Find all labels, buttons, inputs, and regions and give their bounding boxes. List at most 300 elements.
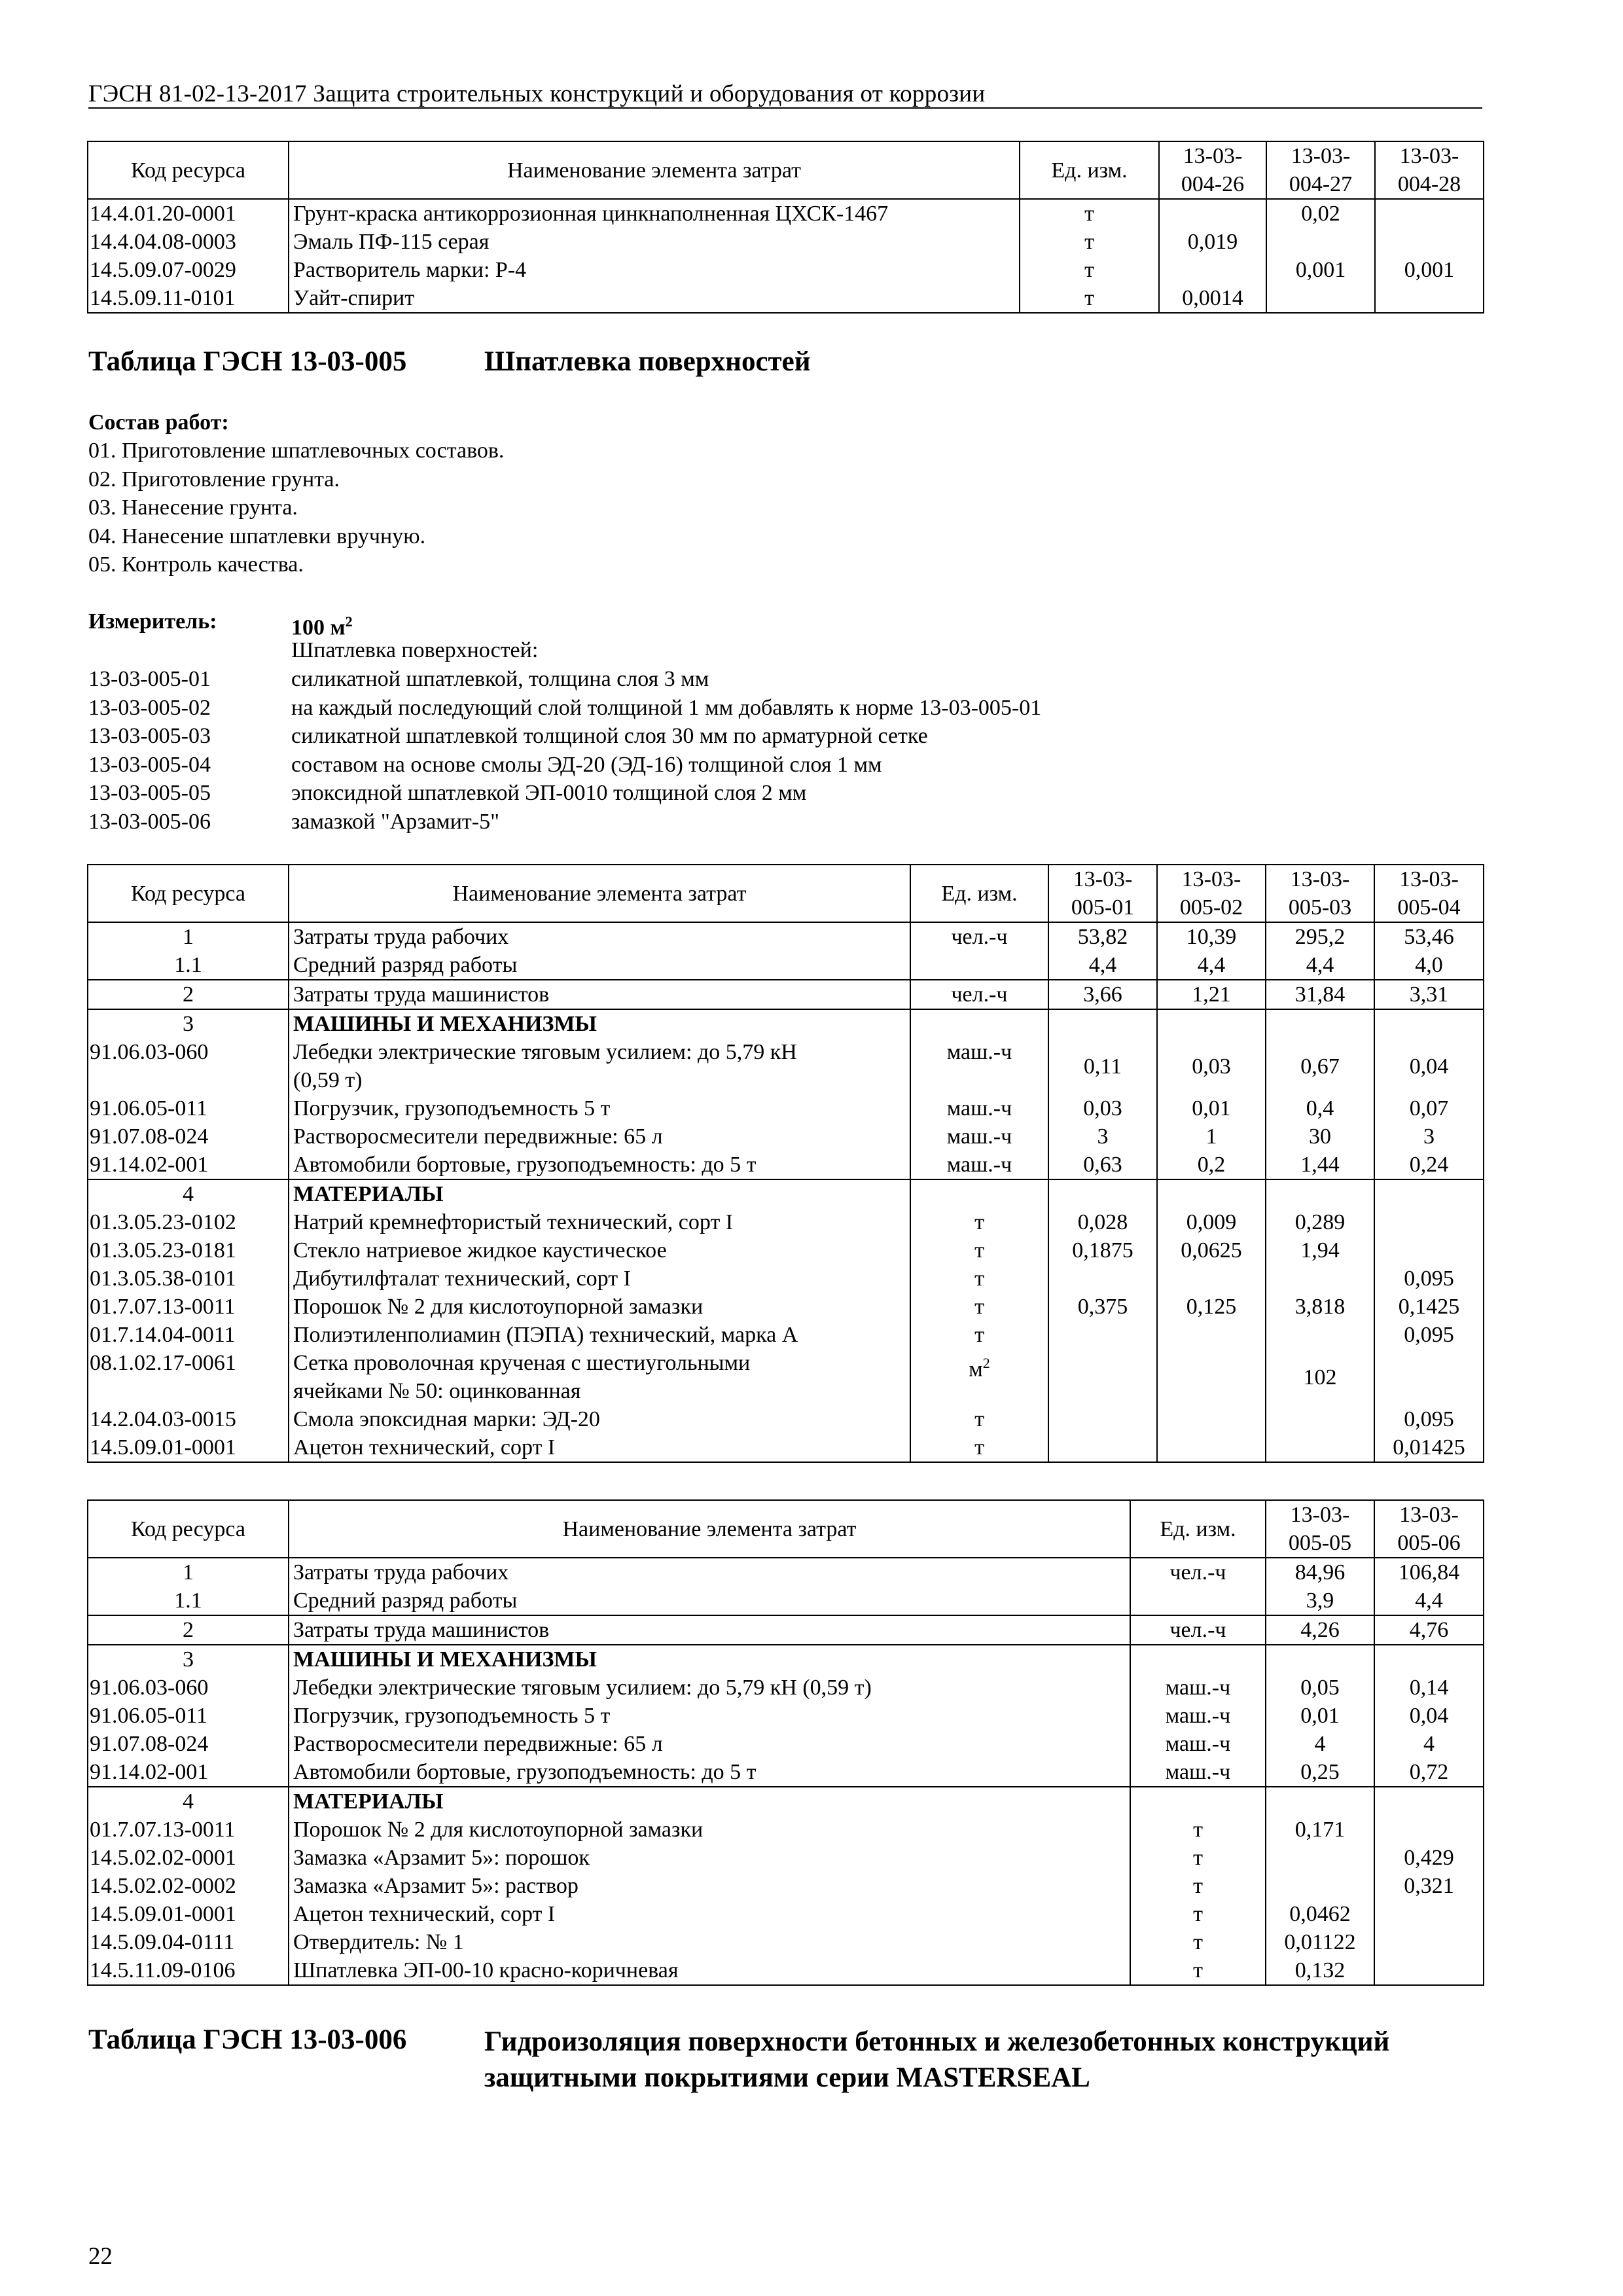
section-title: [484, 2024, 1389, 2096]
table-row: [88, 1730, 1484, 1758]
table-row: [88, 1321, 1484, 1349]
col-header-norm: 13-03- 004-28: [1375, 141, 1484, 199]
cell-name: [289, 1758, 1130, 1787]
cell-value: [1374, 1645, 1484, 1674]
cell-value: 0,14: [1374, 1674, 1484, 1702]
cell-name: [289, 1349, 910, 1405]
cell-unit: [910, 951, 1048, 980]
cell-value: 0,07: [1374, 1094, 1484, 1122]
works-item: 03. Нанесение грунта.: [88, 495, 298, 520]
cell-code: 01.7.07.13-0011: [88, 1816, 289, 1844]
cell-name: [289, 1928, 1130, 1956]
cell-value: 3,9: [1266, 1587, 1374, 1615]
cell-value: [1375, 284, 1484, 313]
col-header-norm: 13-03- 005-04: [1374, 865, 1484, 922]
cell-value: [1159, 256, 1266, 284]
cell-name-text: Лебедки электрические тяговым усилием: до 5,79 кН (0,59 т): [293, 1676, 872, 1700]
cell-name-text: Лебедки электрические тяговым усилием: до 5,79 кН: [293, 1040, 797, 1064]
table-row: [88, 1433, 1484, 1462]
works-item: 02. Приготовление грунта.: [88, 467, 340, 492]
cell-name-text: Натрий кремнефтористый технический, сорт I: [293, 1210, 734, 1234]
cell-code: 4: [88, 1787, 289, 1816]
table-row: [88, 1122, 1484, 1151]
cell-code: 08.1.02.17-0061: [88, 1349, 289, 1405]
col-header-code: Код ресурса: [88, 865, 289, 922]
table-row: [88, 951, 1484, 980]
cell-code: 14.2.04.03-0015: [88, 1405, 289, 1433]
cell-code: 91.06.05-011: [88, 1094, 289, 1122]
cell-unit: [1130, 1730, 1266, 1758]
cell-value: [1266, 1009, 1374, 1038]
cell-name-text: МАШИНЫ И МЕХАНИЗМЫ: [293, 1012, 597, 1036]
cell-value: 30: [1266, 1122, 1374, 1151]
cell-name-text: Автомобили бортовые, грузоподъемность: до 5 т: [293, 1153, 757, 1177]
cell-value: [1157, 1349, 1266, 1405]
cell-unit-text: т: [974, 1210, 984, 1234]
cell-value: 0,05: [1266, 1674, 1374, 1702]
cell-code: 1.1: [88, 951, 289, 980]
cell-name-text: Затраты труда рабочих: [293, 1560, 509, 1585]
col-header-norm: 13-03- 005-03: [1266, 865, 1374, 922]
cell-value: 0,289: [1266, 1208, 1374, 1236]
cell-value: 3: [1374, 1122, 1484, 1151]
cell-name: [289, 1009, 910, 1038]
cell-value: 4: [1374, 1730, 1484, 1758]
cell-name-text: Дибутилфталат технический, сорт I: [293, 1266, 631, 1291]
cell-unit: [1130, 1587, 1266, 1615]
cell-value: [1266, 284, 1375, 313]
cell-code: 14.5.09.01-0001: [88, 1900, 289, 1928]
section-label: Таблица ГЭСН 13-03-005: [88, 346, 407, 377]
cell-code: 91.06.03-060: [88, 1038, 289, 1094]
col-header-name: Наименование элемента затрат: [289, 141, 1020, 199]
table-row: [88, 1928, 1484, 1956]
cell-value: 0,25: [1266, 1758, 1374, 1787]
cell-name: [289, 1956, 1130, 1985]
cell-code: 4: [88, 1179, 289, 1208]
cell-value: 0,01425: [1374, 1433, 1484, 1462]
cell-code: 14.5.09.07-0029: [88, 256, 289, 284]
cell-unit-text: т: [974, 1435, 984, 1460]
cell-name-text: Ацетон технический, сорт I: [293, 1902, 556, 1926]
cell-code: 14.5.09.01-0001: [88, 1433, 289, 1462]
cell-value: 1: [1157, 1122, 1266, 1151]
cell-value: [1048, 1265, 1157, 1293]
cell-value: 3,66: [1048, 980, 1157, 1009]
table-row: [88, 1038, 1484, 1094]
table-row: [88, 199, 1484, 228]
cell-value: 0,72: [1374, 1758, 1484, 1787]
table-row: [88, 1702, 1484, 1730]
cell-unit: [910, 1349, 1048, 1405]
cell-value: 0,01: [1157, 1094, 1266, 1122]
table-row: [88, 1956, 1484, 1985]
cell-unit-text: маш.-ч: [1165, 1760, 1231, 1784]
cell-value: [1374, 1956, 1484, 1985]
cell-unit-text: чел.-ч: [951, 982, 1008, 1007]
cell-value: [1048, 1009, 1157, 1038]
header-divider: [88, 107, 1482, 109]
cell-name-text: Погрузчик, грузоподъемность 5 т: [293, 1096, 611, 1121]
cell-value: 1,21: [1157, 980, 1266, 1009]
cell-name-text: Ацетон технический, сорт I: [293, 1435, 556, 1460]
meter-label: Измеритель:: [88, 609, 217, 634]
cell-value: 0,0462: [1266, 1900, 1374, 1928]
cell-unit: т: [1020, 256, 1159, 284]
cell-unit: [1130, 1674, 1266, 1702]
cell-value: [1374, 1179, 1484, 1208]
cell-name-text: Замазка «Арзамит 5»: порошок: [293, 1846, 590, 1870]
cell-unit-text: чел.-ч: [1169, 1560, 1226, 1585]
cell-name-text: Растворосмесители передвижные: 65 л: [293, 1124, 663, 1149]
cell-value: 4,26: [1266, 1615, 1374, 1645]
cell-value: 0,11: [1048, 1038, 1157, 1094]
cell-code: 2: [88, 1615, 289, 1645]
norm-code: 13-03-005-03: [88, 724, 211, 748]
cell-value: [1374, 1816, 1484, 1844]
cell-name: Растворитель марки: Р-4: [289, 256, 1020, 284]
cell-name: [289, 1122, 910, 1151]
cell-unit-text: м: [969, 1357, 983, 1382]
cell-value: 0,24: [1374, 1151, 1484, 1179]
cell-name: [289, 922, 910, 951]
cell-unit: [1130, 1872, 1266, 1900]
cell-code: 01.3.05.38-0101: [88, 1265, 289, 1293]
cell-name: [289, 1293, 910, 1321]
cell-name: [289, 1433, 910, 1462]
cell-value: [1374, 1236, 1484, 1265]
cell-value: 0,171: [1266, 1816, 1374, 1844]
cell-value: 4,76: [1374, 1615, 1484, 1645]
table-row: [88, 1844, 1484, 1872]
cell-code: 1.1: [88, 1587, 289, 1615]
works-list: [88, 437, 504, 579]
cell-unit-sup: 2: [982, 1355, 990, 1371]
cell-value: [1266, 1787, 1374, 1816]
cell-value: 0,04: [1374, 1702, 1484, 1730]
cell-unit: [910, 1208, 1048, 1236]
cell-unit-text: маш.-ч: [1165, 1676, 1231, 1700]
cell-name: [289, 1265, 910, 1293]
col-header-code: Код ресурса: [88, 141, 289, 199]
cell-unit: [1130, 1928, 1266, 1956]
table-row: [88, 1208, 1484, 1236]
cell-value: 10,39: [1157, 922, 1266, 951]
cell-value: 295,2: [1266, 922, 1374, 951]
cell-value: 106,84: [1374, 1558, 1484, 1587]
cell-value: [1266, 1844, 1374, 1872]
table-row: [88, 1151, 1484, 1179]
cell-value: [1157, 1009, 1266, 1038]
cell-value: [1048, 1349, 1157, 1405]
cell-value: 3,818: [1266, 1293, 1374, 1321]
cell-value: 0,375: [1048, 1293, 1157, 1321]
col-header-norm: 13-03- 004-26: [1159, 141, 1266, 199]
cell-unit: [1130, 1702, 1266, 1730]
cell-value: 0,03: [1157, 1038, 1266, 1094]
section-label: Таблица ГЭСН 13-03-006: [88, 2024, 407, 2055]
cell-code: 14.5.11.09-0106: [88, 1956, 289, 1985]
cell-unit: [910, 1179, 1048, 1208]
table-top: [87, 141, 1484, 314]
cell-value: 4,4: [1048, 951, 1157, 980]
table-a: [87, 864, 1484, 1463]
cell-unit: [1130, 1645, 1266, 1674]
cell-name-text: Затраты труда машинистов: [293, 982, 550, 1007]
cell-name-text: МАШИНЫ И МЕХАНИЗМЫ: [293, 1647, 597, 1672]
cell-value: [1266, 1645, 1374, 1674]
cell-unit-text: т: [974, 1266, 984, 1291]
cell-unit-text: т: [1193, 1958, 1203, 1982]
norm-row: [88, 808, 1332, 836]
cell-value: [1374, 1349, 1484, 1405]
table-row: [88, 1674, 1484, 1702]
works-item: 01. Приготовление шпатлевочных составов.: [88, 439, 505, 463]
table-row: [88, 1587, 1484, 1615]
cell-value: [1157, 1405, 1266, 1433]
table-row: [88, 1349, 1484, 1405]
cell-code: 01.3.05.23-0102: [88, 1208, 289, 1236]
norm-row: [88, 665, 1332, 694]
norm-text: на каждый последующий слой толщиной 1 мм добавлять к норме 13-03-005-01: [291, 695, 1042, 720]
cell-unit: т: [1020, 199, 1159, 228]
cell-name-text: Средний разряд работы: [293, 1588, 518, 1613]
section-title: Шпатлевка поверхностей: [484, 346, 811, 377]
norm-code: 13-03-005-05: [88, 781, 211, 805]
table-row: [88, 1009, 1484, 1038]
cell-code: 1: [88, 1558, 289, 1587]
cell-unit: [910, 1038, 1048, 1094]
cell-value: 0,028: [1048, 1208, 1157, 1236]
cell-code: 91.06.05-011: [88, 1702, 289, 1730]
norm-text: эпоксидной шпатлевкой ЭП-0010 толщиной слоя 2 мм: [291, 781, 807, 805]
cell-code: 01.7.14.04-0011: [88, 1321, 289, 1349]
norm-row: [88, 694, 1332, 723]
cell-name-text: Полиэтиленполиамин (ПЭПА) технический, марка А: [293, 1323, 798, 1347]
cell-value: 4,4: [1266, 951, 1374, 980]
cell-name-text: МАТЕРИАЛЫ: [293, 1789, 444, 1814]
cell-name: [289, 1615, 1130, 1645]
cell-code: 01.3.05.23-0181: [88, 1236, 289, 1265]
cell-value: [1157, 1321, 1266, 1349]
cell-unit-text: т: [1193, 1874, 1203, 1898]
cell-name: [289, 1702, 1130, 1730]
cell-unit: [1130, 1758, 1266, 1787]
cell-value: 53,46: [1374, 922, 1484, 951]
cell-value: [1375, 228, 1484, 256]
cell-unit: [1130, 1844, 1266, 1872]
table-b: [87, 1499, 1484, 1986]
norm-code: 13-03-005-02: [88, 695, 211, 720]
cell-value: 0,095: [1374, 1321, 1484, 1349]
cell-value: 102: [1266, 1349, 1374, 1405]
cell-value: [1159, 199, 1266, 228]
table-row: [88, 1293, 1484, 1321]
table-row: [88, 228, 1484, 256]
col-header-name: Наименование элемента затрат: [289, 1500, 1130, 1558]
cell-name: [289, 980, 910, 1009]
cell-value: 4: [1266, 1730, 1374, 1758]
table-row: [88, 980, 1484, 1009]
cell-name: Уайт-спирит: [289, 284, 1020, 313]
cell-unit-text: т: [1193, 1930, 1203, 1954]
col-header-norm: 13-03- 005-06: [1374, 1500, 1484, 1558]
table-row: [88, 1816, 1484, 1844]
cell-name-text: Сетка проволочная крученая с шестиугольными: [293, 1351, 751, 1375]
cell-value: 0,429: [1374, 1844, 1484, 1872]
cell-unit: [1130, 1615, 1266, 1645]
cell-name-text: Замазка «Арзамит 5»: раствор: [293, 1874, 579, 1898]
cell-name: [289, 1321, 910, 1349]
cell-name-text: Погрузчик, грузоподъемность 5 т: [293, 1704, 611, 1728]
table-row: [88, 1094, 1484, 1122]
cell-value: 0,321: [1374, 1872, 1484, 1900]
cell-name: [289, 1208, 910, 1236]
cell-value: [1048, 1321, 1157, 1349]
cell-code: 14.5.09.11-0101: [88, 284, 289, 313]
table-row: [88, 1179, 1484, 1208]
norm-code: 13-03-005-04: [88, 752, 211, 777]
cell-unit: т: [1020, 228, 1159, 256]
cell-name: [289, 1900, 1130, 1928]
cell-name: [289, 1816, 1130, 1844]
norm-row: [88, 722, 1332, 751]
cell-name-text: Автомобили бортовые, грузоподъемность: до 5 т: [293, 1760, 757, 1784]
cell-code: 14.5.09.04-0111: [88, 1928, 289, 1956]
cell-unit-text: маш.-ч: [946, 1040, 1012, 1064]
cell-name-text: Отвердитель: № 1: [293, 1930, 464, 1954]
cell-name: [289, 1645, 1130, 1674]
cell-value: 0,1875: [1048, 1236, 1157, 1265]
cell-value: 0,132: [1266, 1956, 1374, 1985]
col-header-unit: Ед. изм.: [1020, 141, 1159, 199]
cell-value: 0,001: [1375, 256, 1484, 284]
cell-name-text: (0,59 т): [293, 1068, 363, 1092]
col-header-norm: 13-03- 005-01: [1048, 865, 1157, 922]
cell-unit: [910, 1405, 1048, 1433]
cell-code: 14.5.02.02-0001: [88, 1844, 289, 1872]
cell-value: 0,095: [1374, 1405, 1484, 1433]
table-row: [88, 1615, 1484, 1645]
col-header-norm: 13-03- 005-02: [1157, 865, 1266, 922]
cell-value: [1266, 228, 1375, 256]
cell-value: 3: [1048, 1122, 1157, 1151]
norms-list: [88, 665, 1332, 836]
cell-name: [289, 1558, 1130, 1587]
cell-unit: [910, 1293, 1048, 1321]
cell-name: [289, 1094, 910, 1122]
norm-text: силикатной шпатлевкой, толщина слоя 3 мм: [291, 667, 709, 691]
cell-name: [289, 1674, 1130, 1702]
cell-code: 3: [88, 1009, 289, 1038]
meter-value: 100 $м^2$: [291, 613, 353, 640]
cell-value: 0,0625: [1157, 1236, 1266, 1265]
cell-name-text: Средний разряд работы: [293, 953, 518, 977]
cell-value: 4,4: [1157, 951, 1266, 980]
cell-value: 0,019: [1159, 228, 1266, 256]
cell-value: [1266, 1872, 1374, 1900]
col-header-name: Наименование элемента затрат: [289, 865, 910, 922]
works-item: 04. Нанесение шпатлевки вручную.: [88, 524, 426, 548]
cell-value: [1266, 1321, 1374, 1349]
table-row: [88, 1758, 1484, 1787]
cell-value: [1374, 1208, 1484, 1236]
meter-intro: Шпатлевка поверхностей:: [291, 638, 539, 662]
cell-unit: [1130, 1900, 1266, 1928]
table-row: [88, 284, 1484, 313]
cell-name-text: МАТЕРИАЛЫ: [293, 1182, 444, 1206]
norm-code: 13-03-005-06: [88, 809, 211, 834]
col-header-norm: 13-03- 004-27: [1266, 141, 1375, 199]
cell-code: 01.7.07.13-0011: [88, 1293, 289, 1321]
cell-unit: [1130, 1956, 1266, 1985]
cell-value: [1374, 1928, 1484, 1956]
table-row: [88, 1900, 1484, 1928]
cell-value: 31,84: [1266, 980, 1374, 1009]
cell-value: 0,03: [1048, 1094, 1157, 1122]
cell-unit: [910, 1321, 1048, 1349]
cell-value: 0,01122: [1266, 1928, 1374, 1956]
table-row: [88, 922, 1484, 951]
table-row: [88, 1265, 1484, 1293]
cell-name-text: Растворосмесители передвижные: 65 л: [293, 1732, 663, 1756]
cell-value: [1157, 1179, 1266, 1208]
cell-value: [1048, 1179, 1157, 1208]
cell-unit-text: т: [974, 1407, 984, 1431]
cell-value: 0,2: [1157, 1151, 1266, 1179]
cell-name: [289, 1872, 1130, 1900]
cell-value: 53,82: [1048, 922, 1157, 951]
norm-text: составом на основе смолы ЭД-20 (ЭД-16) толщиной слоя 1 мм: [291, 752, 882, 777]
cell-unit: [910, 922, 1048, 951]
cell-value: 0,0014: [1159, 284, 1266, 313]
table-row: [88, 1236, 1484, 1265]
cell-name-text: Шпатлевка ЭП-00-10 красно-коричневая: [293, 1958, 679, 1982]
cell-value: [1374, 1009, 1484, 1038]
cell-code: 14.5.02.02-0002: [88, 1872, 289, 1900]
cell-code: 91.07.08-024: [88, 1122, 289, 1151]
cell-name: [289, 1587, 1130, 1615]
table-row: [88, 1872, 1484, 1900]
cell-unit-text: т: [1193, 1846, 1203, 1870]
cell-value: 0,4: [1266, 1094, 1374, 1122]
cell-name: [289, 951, 910, 980]
col-header-norm: 13-03- 005-05: [1266, 1500, 1374, 1558]
cell-value: 0,009: [1157, 1208, 1266, 1236]
cell-unit-text: маш.-ч: [946, 1096, 1012, 1121]
cell-value: 4,0: [1374, 951, 1484, 980]
cell-unit: [910, 1009, 1048, 1038]
cell-unit: [1130, 1558, 1266, 1587]
norm-text: замазкой "Арзамит-5": [291, 809, 499, 834]
norm-code: 13-03-005-01: [88, 667, 211, 691]
cell-unit: [910, 980, 1048, 1009]
col-header-unit: Ед. изм.: [910, 865, 1048, 922]
cell-unit-text: т: [974, 1295, 984, 1319]
cell-unit: [910, 1151, 1048, 1179]
cell-unit-text: маш.-ч: [1165, 1704, 1231, 1728]
table-row: [88, 1405, 1484, 1433]
cell-value: [1374, 1900, 1484, 1928]
cell-value: 1,44: [1266, 1151, 1374, 1179]
cell-code: 14.4.04.08-0003: [88, 228, 289, 256]
table-row: [88, 1645, 1484, 1674]
norm-text: силикатной шпатлевкой толщиной слоя 30 мм по арматурной сетке: [291, 724, 928, 748]
cell-code: 91.07.08-024: [88, 1730, 289, 1758]
col-header-unit: Ед. изм.: [1130, 1500, 1266, 1558]
table-row: [88, 256, 1484, 284]
cell-name: Эмаль ПФ-115 серая: [289, 228, 1020, 256]
